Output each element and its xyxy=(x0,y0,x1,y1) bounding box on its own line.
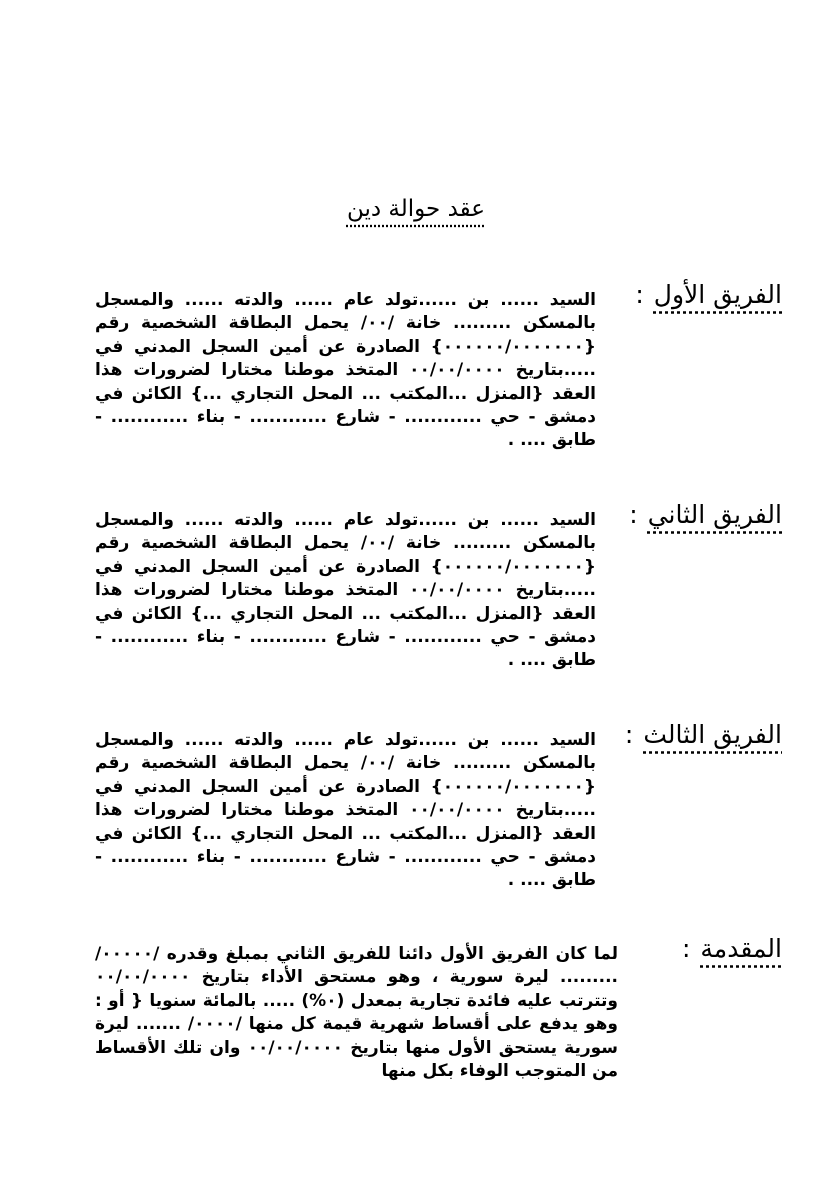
party-first-section xyxy=(0,280,832,480)
introduction-label-text: المقدمة xyxy=(700,934,782,963)
party-label-colon: : xyxy=(635,280,644,309)
party-third-label xyxy=(625,720,782,749)
party-label-colon: : xyxy=(624,720,634,749)
introduction-text: لما كان الفريق الأول دائنا للفريق الثاني بمبلغ وقدره /٠٠٠٠٠/ ......... ليرة سورية ، وهو مستحق الأداء بتاريخ ٠٠/٠٠/٠٠٠٠ وتترتب عليه فائدة تجارية بمعدل (٠%) ..... بالمائة سنويا { أو : وهو يدفع على أقساط شهرية قيمة كل منها /٠٠٠٠/ ....... ليرة سورية يستحق الأول منها بتاريخ ٠٠/٠٠/٠٠٠٠ وان تلك الأقساط من المتوجب الوفاء بكل منها xyxy=(95,944,618,1082)
party-label-text: الفريق الثاني xyxy=(647,500,782,529)
party-first-text: السيد ...... بن ......تولد عام ...... والدته ...... والمسجل بالمسكن ......... خانة /٠٠/ يحمل البطاقة الشخصية رقم {٠٠٠٠٠٠/٠٠٠٠٠٠٠} الصادرة عن أمين السجل المدني في .....بتاريخ ٠٠/٠٠/٠٠٠٠ المتخذ موطنا مختارا لضرورات هذا العقد {المنزل ...المكتب ... المحل التجاري ...} الكائن في دمشق - حي ............ - شارع ............ - بناء ............ - طابق .... . xyxy=(95,290,596,451)
introduction-label-colon: : xyxy=(681,934,691,963)
title-text: عقد حوالة دين xyxy=(346,196,486,222)
party-first-label xyxy=(635,280,782,309)
party-third-text: السيد ...... بن ......تولد عام ...... والدته ...... والمسجل بالمسكن ......... خانة /٠٠/ يحمل البطاقة الشخصية رقم {٠٠٠٠٠٠/٠٠٠٠٠٠٠} الصادرة عن أمين السجل المدني في .....بتاريخ ٠٠/٠٠/٠٠٠٠ المتخذ موطنا مختارا لضرورات هذا العقد {المنزل ...المكتب ... المحل التجاري ...} الكائن في دمشق - حي ............ - شارع ............ - بناء ............ - طابق .... . xyxy=(95,730,596,891)
party-second-section xyxy=(0,500,832,700)
party-label-text: الفريق الأول xyxy=(653,280,782,309)
party-second-label xyxy=(629,500,782,529)
party-label-colon: : xyxy=(629,500,638,529)
page-title xyxy=(0,196,832,222)
party-third-section xyxy=(0,720,832,920)
introduction-label xyxy=(682,934,782,963)
party-label-text: الفريق الثالث xyxy=(643,720,782,749)
party-second-text: السيد ...... بن ......تولد عام ...... والدته ...... والمسجل بالمسكن ......... خانة /٠٠/ يحمل البطاقة الشخصية رقم {٠٠٠٠٠٠/٠٠٠٠٠٠٠} الصادرة عن أمين السجل المدني في .....بتاريخ ٠٠/٠٠/٠٠٠٠ المتخذ موطنا مختارا لضرورات هذا العقد {المنزل ...المكتب ... المحل التجاري ...} الكائن في دمشق - حي ............ - شارع ............ - بناء ............ - طابق .... . xyxy=(95,510,596,671)
introduction-section xyxy=(0,934,832,1124)
